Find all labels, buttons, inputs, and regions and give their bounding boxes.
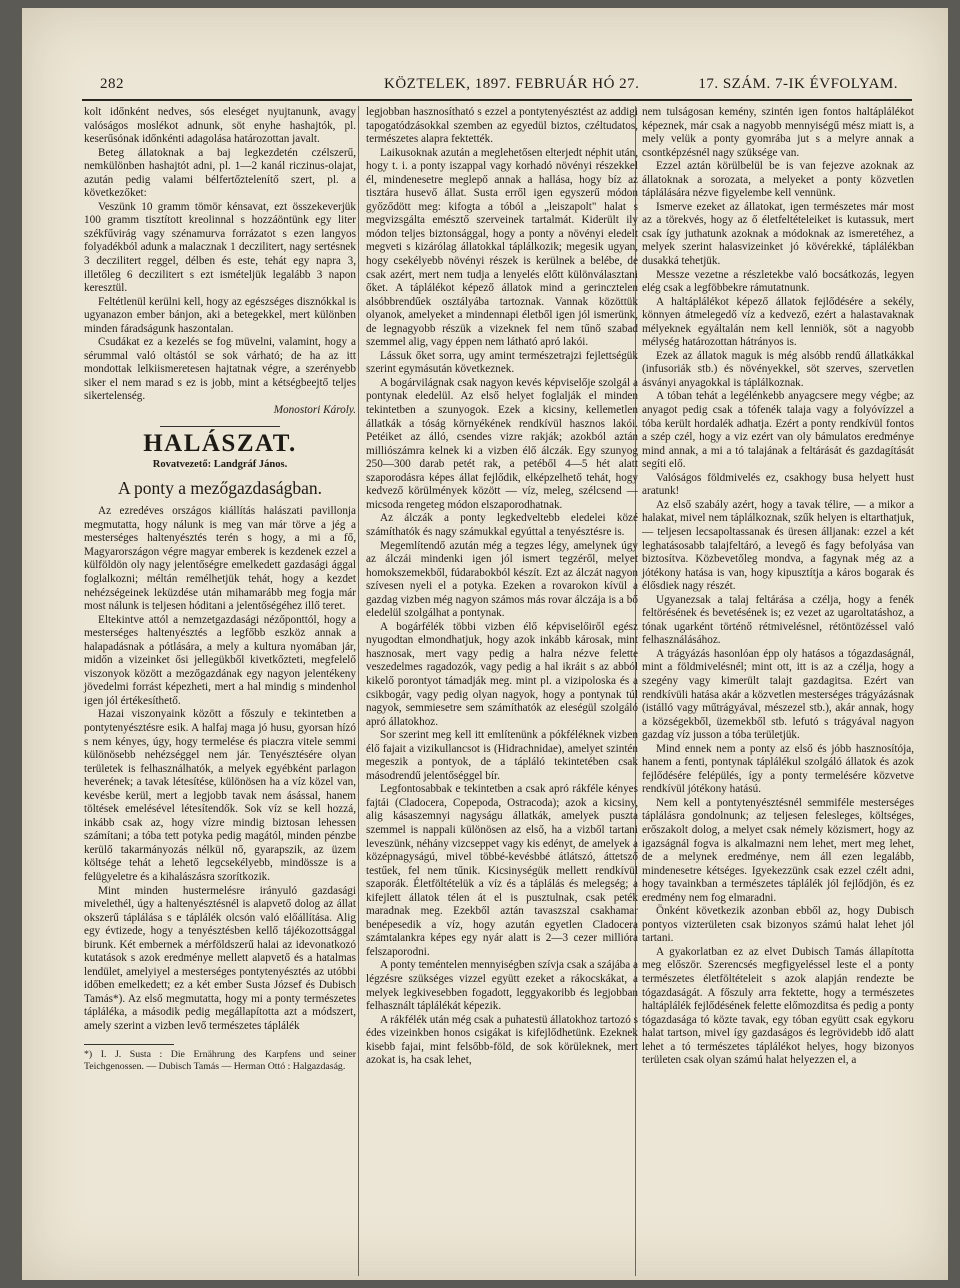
column-divider (358, 106, 359, 1276)
paragraph: Messze vezetne a részletekbe való bocsátkozás, legyen elég csak a legföbbekre rámutatnunk. (642, 268, 914, 295)
paragraph: Ezzel aztán körülbelül be is van fejezve azoknak az állatoknak a sorozata, a melyeket a ponty közvetlen táplálására nézve figyelembe kell vennünk. (642, 160, 914, 200)
paragraph: Laikusoknak azután a meglehetősen elterjedt néphit után, hogy t. i. a ponty iszappal vagy korhadó növényi részekkel él, mindenesetre meglepő annak a hallása, hogy bíz az tisztára husevő állat. Susta erről igen egyszerű módon győződött meg: kifogta a tóból a „leiszapolt" halat s megvizsgálta emésztő szerveinek tartalmát. Kiderült ily módon teljes biztonsággal, hogy a ponty a növényi eledelt megveti s kizárólag állatokkal táplálkozik; megesik ugyan, hogy csekélyebb növényi részek is kerülnek a belébe, de csak azért, mert nem tudja a lenyelés előtt különválasztani őket. A táplálékot képező állatok mind a gerincztelen alsóbbrendűek osztályába tartoznak. Vannak közöttük olyanok, amelyeket a mindennapi életből igen jól ismerünk, de legnagyobb részük a vizeknek fel nem tűnő szabad szemmel alig, vagy éppen nem látható apró lakói. (366, 146, 638, 349)
paragraph: Legfontosabbak e tekintetben a csak apró rákféle kényes fajtái (Cladocera, Copepoda, Ostracoda); azok a kicsiny, alig kásaszemnyi nagyságu állatkák, amelyek puszta szemmel is nappali különösen az első, ha a vizből tartani leveszünk, néhány vizcseppet vagy kis edényt, de amelyek a középnagyságú, mivel többé-kevésbbé átlátszó, áttetsző testűek, fel nem tűnik. Kicsinységük mellett rendkívül szaporák. Életföltételük a víz és a táplálás és melegség; a kifejlett állatok télen át el is pusztulnak, csak peték maradnak meg. Ezekből aztán tavaszszal csakhamar benépesedik a víz, hogy azután egyetlen Cladocera számtalankra képes egy nyár alatt is 2—3 cezer millióra felszaporodni. (366, 783, 638, 958)
issue-number: 17. SZÁM. 7-IK ÉVFOLYAM. (698, 76, 898, 92)
paragraph: Csudákat ez a kezelés se fog müvelni, valamint, hogy a sérummal való oltástól se sok várható; de ha az itt mondottak lelkiismeretesen hajtatnak végre, a szerényebb siker el nem marad s ez is jobb, mint a kétségbeejtő teljes sikertelenség. (84, 336, 356, 403)
paragraph: A rákfélék után még csak a puhatestü állatokhoz tartozó s édes vizeinkben honos csigákat is kifejlődhetünk. Ezeknek kisebb fajai, mint felsőbb-föld, de sok körüleknek, mert azokat is, ha csak lehet, (366, 1013, 638, 1067)
paragraph: Ugyanezsak a talaj feltárása a czélja, hogy a fenék feltörésének és bevetésének is; ez vezet az ugaroltatáshoz, a tónak ugarként történő rétmivelésnel, rétöntözéssel való felhasználásához. (642, 593, 914, 647)
author-signature: Monostori Károly. (273, 404, 356, 417)
article-title: A ponty a mezőgazdaságban. (117, 477, 323, 498)
paragraph: Az álczák a ponty legkedveltebb eledelei közé számíthatók és nagy számukkal egyúttal a tenyésztésre is. (366, 512, 638, 538)
paragraph: Sor szerint meg kell itt említenünk a pókféléknek vizben élő fajait a vizikullancsot is (Hidrachnidae), amelyet szintén megeszik a pontyok, de a tápláló tekintetében csak másodrendű jelentőséggel bír. (366, 729, 638, 782)
paragraph: legjobban hasznosítható s ezzel a pontytenyésztést az addigi tapogatódzásokkal szemben az egyedül biztos, czéltudatos, természetes alapra fektették. (366, 106, 638, 146)
paragraph: Az első szabály azért, hogy a tavak télire, — a mikor a halakat, mivel nem táplálkoznak, szűk helyen is eltarthatjuk, — teljesen lecsapoltassanak és üresen álljanak: ezzel a két leghatásosabb talajfeltáró, a levegő és fagy befolyása van biztosítva. Közbevetőleg mondva, a fagynak még az a jótékony hatása is van, hogy kipusztítja a káros bogarak és élősdiek nagy részét. (642, 498, 914, 593)
paragraph: A gyakorlatban ez az elvet Dubisch Tamás állapította meg először. Szerencsés megfigyeléssel leste el a ponty természetes életföltételeit s azok alapján rendezte be tógazdaságát. A főszuly arra fektette, hogy a természetes haltáplálék fejlődésének felette előmozditsa és pedig a ponty tógazdasága tó közte tavak, egy tóban együtt csak egykoru halat tartson, mivel így gazdaságos és legrövidebb idő alatt lehet a tó természetes táplálékot helyes, hogy bizonyos területen csak olyan számú halat helyezzen el, a (642, 945, 914, 1067)
section-editor: Rovatvezető: Landgráf János. (152, 459, 288, 471)
section-title: HALÁSZAT. (143, 429, 297, 457)
paragraph: Lássuk őket sorra, ugy amint természetrajzi fejlettségük szerint egymásután következnek. (366, 349, 638, 376)
paragraph: Az ezredéves országos kiállítás halászati pavillonja megmutatta, hogy nálunk is meg van már törve a jég a mesterséges haltenyésztés terén s hogy, a mi a fő, Magyarországon végre magyar emberek is kezdenek ezzel a külföldön oly nagy jelentőségre emelkedett gazdasági ággal foglalkozni; méltán remélhetjük tehát, hogy a kezdet nehézségeinek leküzdése után mihamarább meg fogja már most nálunk is teljesen hóditani a jelentőségéhez illő teret. (84, 505, 356, 613)
paragraph: A trágyázás hasonlóan épp oly hatásos a tógazdaságnál, mint a földmivelésnél; mint ott, itt is az a czélja, hogy a szegény vagy kimerült talajt gazdagitsa. Ezért van rendkívüli hatása akár a közvetlen mesterséges trágyázásnak (istálló vagy műtrágyával, mészezel stb.), akár annak, hogy a községekből, üzemekből stb. lefutó s trágyával nagyon gazdag víz jusson a tóba területjük. (642, 647, 914, 742)
paragraph: Beteg állatoknak a baj legkezdetén czélszerű, nemkülönben hashajtót adni, pl. 1—2 kanál riczinus-olajat, azután pedig valami bélfertőztelenítő szert, pl. a következőket: (84, 146, 356, 200)
paragraph: Eltekintve attól a nemzetgazdasági nézőponttól, hogy a mesterséges haltenyésztés a legfőbb eszköz annak a halapadásnak a pótlására, a mely a kultura nyomában jár, midőn a vizeinket ősi jellegükből kivetkőzteti, megfelelő viszonyok között a mezőgazdának egy nagyon jelentékeny jövedelmi forrást képezheti, mert a hal mindig s mindenhol igen jól értékesíthető. (84, 613, 356, 707)
footnote-rule (84, 1044, 174, 1045)
column-3 (642, 106, 914, 1068)
paragraph: Hazai viszonyaink között a főszuly e tekintetben a pontytenyésztésre esik. A halfaj maga jó husu, gyorsan hízó s nem kényes, úgy, hogy termelése és piaczra vitele semmi különösebb nehézséggel nem jár. Tenyésztésére olyan területek is felhasználhatók, a melyek egyébként parlagon heverének; a tavak létesítése, különösen ha a víz közel van, kevésbe kerül, mert a legjobb tavak nem ásással, hanem töltések emelésével létesítendők. Sok víz se kell hozzá, inkább csak az, hogy vízre mindig biztosan lehessen számítani; a tóba tett potyka pedig magától, minden pénzbe kerülő takarmányozás nélkül nő, gyarapszik, az üzem költsége tehát a lehető legcsekélyebb, mindössze is a felügyeletre és a kihalászásra szorítkozik. (84, 708, 356, 883)
paragraph: A ponty teméntelen mennyiségben szívja csak a szájába a légzésre szükséges vizzel együtt ezeket a rákocskákat, a melyek legkivesebben fogadott, leggyakoribb és legjobban felhasznált táplálékát képezik. (366, 959, 638, 1013)
paragraph: A haltáplálékot képező állatok fejlődésére a sekély, könnyen átmelegedő víz a kedvező, ezért a halastavaknak mélyeknek egyáltalán nem kell lenniök, söt a nagyobb mélység határozottan hátrányos is. (642, 295, 914, 349)
paragraph: A bogárfélék többi vizben élő képviselőiről egész nyugodtan elmondhatjuk, hogy azok inkább károsak, mint hasznosak, mert vagy pedig a halra nézve felette veszedelmes ragadozók, vagy pedig a hal ikráit s az abból kikelő porontyot támadják meg. mint pl. a vizipoloska és a csikbogár, vagy pedig olyan nagyok, hogy a pontynak túl nagyok, semmiesetre sem számíthatók az eleségül szolgáló apró állatokhoz. (366, 620, 638, 728)
section-separator (160, 426, 280, 427)
column-1 (84, 106, 356, 1073)
paragraph: A bogárvilágnak csak nagyon kevés képviselője szolgál a pontynak eledelül. Az első helyet foglalják el minden tekintetben a szunyogok. Ezek a kicsiny, kellemetlen állatkák a tóság környékének rendkívül hasznos lakói. Petéiket az álló, csendes vizre rakják; azokból aztán milliószámra kelnek ki a vizben élő álczák. Egy szunyog 250—300 darab petét rak, a petéből 4—5 hét alatt szaporodásra képes állat fejlődik, elképzelhető tehát, hogy kedvező körülmények között — víz, meleg, szélcsend — micsoda rengeteg módon elszaporodhatnak. (366, 376, 638, 511)
paragraph: nem tulságosan kemény, szintén igen fontos haltáplálékot képeznek, már csak a nagyobb mennyiségű mész miatt is, a mely velük a ponty gyomrába jut s a melyre annak a csontképzésnél nagy szüksége van. (642, 106, 914, 159)
paragraph: Nem kell a pontytenyésztésnél semmiféle mesterséges táplálásra gondolnunk; az teljesen felesleges, költséges, erőszakolt dolog, a melyet csak némely közismert, hogy az igazságnál fogva is alkalmazni nem lehet, mert meg lehet, de a melynek eredménye, nem áll ezen legalább, mindenesetre kétséges. Igyekezzünk csak ezzel czélt adni, hogy tavainkban a természetes táplálék jól fejlődjön, és ez eredmény nem fog elmaradni. (642, 796, 914, 904)
paragraph: Ezek az állatok maguk is még alsóbb rendű állatkákkal (infusoriák stb.) és növényekkel, söt szerves, szervetlen ásványi anyagokkal is táplálkoznak. (642, 349, 914, 389)
footnote: *) I. J. Susta : Die Ernährung des Karpfens und seiner Teichgenossen. — Dubisch Tamás — Herman Ottó : Halgazdaság. (84, 1048, 356, 1072)
paragraph: Feltétlenül kerülni kell, hogy az egészséges disznókkal is ugyanazon ember bánjon, aki a betegekkel, mert különben minden fáradságunk haszontalan. (84, 295, 356, 335)
paragraph: Mint minden hustermelésre irányuló gazdasági mivelethél, úgy a haltenyésztésnél is alapvető dolog az állat okszerű táplálása s e táplálék olcsón való előállítása. Alig egy évtizede, hogy a tenyésztésben kellő tájékozottsággal birunk. Két embernek a mérföldszerű halai az idevonatkozó kutatások s azok eredménye mellett alapvető és a hatalmas lendület, amelyiyel a mesterséges pontytenyésztés az utóbbi időben emelkedett; ez a két ember Susta József és Dubisch Tamás*). Az első megmutatta, hogy mi a ponty természetes tápláléka, a második pedig megállapította azt a módszert, amely szerint a vizben levő természetes táplálék (84, 884, 356, 1032)
paragraph: Önként következik azonban ebből az, hogy Dubisch pontyos vizterületen csak bizonyos számú halat lehet jól tartani. (642, 905, 914, 945)
paragraph: kolt időnként nedves, sós eleséget nyujtanunk, avagy valóságos moslékot adnunk, söt enyhe hashajtók, pl. keserűsónak időnkénti adagolása határozottan javalt. (84, 106, 356, 146)
paragraph: Mind ennek nem a ponty az első és jóbb hasznosítója, hanem a fenti, pontynak táplálékul szolgáló állatok és azok fejlődésére felépülés, így a ponty termelésére közvetve rendkívül jótékony hatású. (642, 742, 914, 796)
header-rule (82, 99, 912, 101)
column-2 (366, 106, 638, 1068)
paragraph: Valóságos földmivelés ez, csakhogy busa helyett hust aratunk! (642, 471, 914, 498)
page-header (78, 76, 918, 96)
paragraph: A tóban tehát a legélénkebb anyagcsere megy végbe; az anyagot pedig csak a tófenék talaja vagy a folyóvízzel a tóba került hordalék adhatja. Ezért a ponty rendkívül fontos a szép czél, hogy a viz ezért van oly bámulatos eredménye mind annak, a mi a tó talajának a feltárását és gazdagítását segíti elő. (642, 390, 914, 471)
page-number: 282 (100, 76, 124, 92)
paragraph: Megemlítendő azután még a tegzes légy, amelynek úgy az álczái mindenki igen jól ismert tegzéről, melyet homokszemekből, fúdarabokból készít. Ezt az álczát nagyon szívesen nyeli el a potyka. Ezeken a rovarokon kívül a gazdag vizben még nagyon számos más rovar álczája is a bő eledelül szolgálhat a pontynak. (366, 539, 638, 620)
paragraph: Ismerve ezeket az állatokat, igen természetes már most az a törekvés, hogy az ő életfeltételeiket is kutassuk, mert csak így juthatunk azoknak a módoknak az ismeretéhez, a melyek szerint halasvizeinket jó kövérekké, táplálékban dusakká tehetjük. (642, 200, 914, 268)
publication-date: KÖZTELEK, 1897. FEBRUÁR HÓ 27. (384, 76, 640, 92)
paragraph: Veszünk 10 gramm tömör kénsavat, ezt összekeverjük 100 gramm tisztított kreolinnal s hozzáöntünk egy liter székfűvirág vagy szénamurva forrázatot s ezen langyos folyadékból adunk a malacznak 1 deczilitert, nagy sertésnek 3 deczilitert reggel, délben és este, tehát egy napra 3, illetőleg 6 deczilitert s ezt ismételjük legalább 3 napon keresztül. (84, 200, 356, 295)
